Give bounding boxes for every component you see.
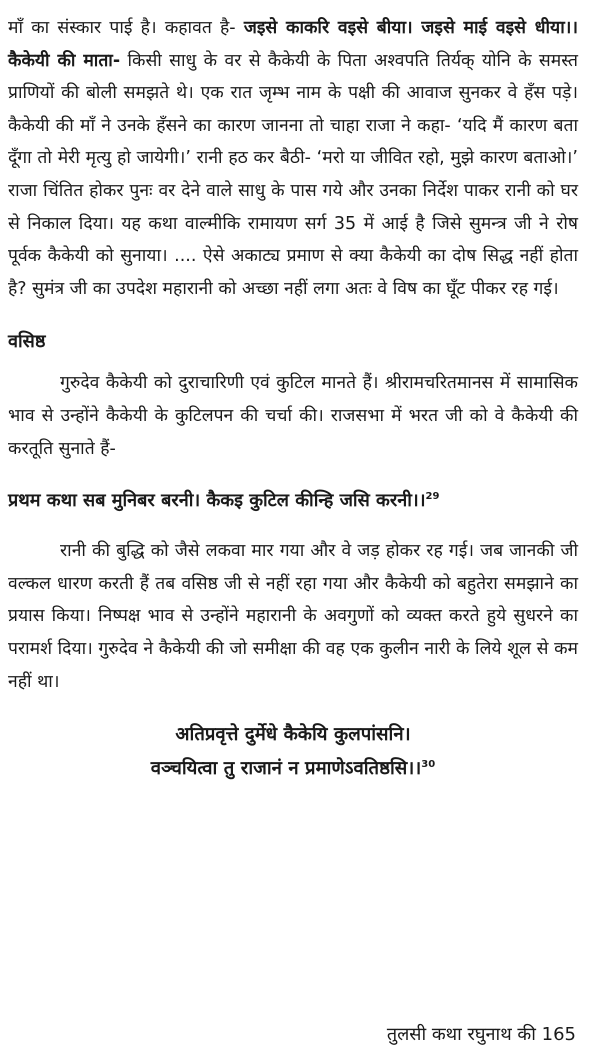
footnote-ref-29: 29 [425,491,440,503]
footnote-ref-30: 30 [421,758,436,770]
book-title: तुलसी कथा रघुनाथ की [386,1024,536,1045]
verse-chaupai-text: प्रथम कथा सब मुनिबर बरनी। कैकइ कुटिल कीन्हि जसि करनी।। [8,490,426,512]
shloka-line-1: अतिप्रवृत्ते दुर्मेधे कैकेयि कुलपांसनि। [175,724,411,746]
sanskrit-shloka [8,718,578,786]
shloka-line-2-text: वञ्चयित्वा तु राजानं न प्रमाणेऽवतिष्ठसि।। [150,758,422,780]
paragraph-gurudev: गुरुदेव कैकेयी को दुराचारिणी एवं कुटिल मानते हैं। श्रीरामचरितमानस में सामासिक भाव से उन्होंने कैकेयी के कुटिलपन की चर्चा की। राजसभा में भरत जी को वे कैकेयी की करतूति सुनाते हैं- [8,373,578,459]
section-heading-vasishtha: वसिष्ठ [8,331,46,353]
paragraph-kaikeyi-mother [8,12,578,305]
page-number: 165 [541,1024,576,1045]
shloka-line-2 [8,752,578,786]
verse-chaupai [8,485,578,517]
page-footer [387,1022,576,1046]
paragraph-rani-buddhi: रानी की बुद्धि को जैसे लकवा मार गया और वे जड़ होकर रह गई। जब जानकी जी वल्कल धारण करती हैं तब वसिष्ठ जी से नहीं रहा गया और कैकेयी को बहुतेरा समझाने का प्रयास किया। निष्पक्ष भाव से उन्होंने महारानी के अवगुणों को व्यक्त करते हुये सुधरने का परामर्श दिया। गुरुदेव ने कैकेयी की जो समीक्षा की वह एक कुलीन नारी के लिये शूल से कम नहीं था। [8,541,578,692]
paragraph-1-text-b: किसी साधु के वर से कैकेयी के पिता अश्वपति तिर्यक् योनि के समस्त प्राणियों की बोली समझते थे। एक रात जृम्भ नाम के पक्षी की आवाज सुनकर वे हँस पड़े। कैकेयी की माँ ने उनके हँसने का कारण जानना तो चाहा राजा ने कहा- ‘यदि मैं कारण बता दूँगा तो मेरी मृत्यु हो जायेगी।’ रानी हठ कर बैठी- ‘मरो या जीवित रहो, मुझे कारण बताओ।’ राजा चिंतित होकर पुनः वर देने वाले साधु के पास गये और उनका निर्देश पाकर रानी को घर से निकाल दिया। यह कथा वाल्मीकि रामायण सर्ग 35 में आई है जिसे सुमन्त्र जी ने रोष पूर्वक कैकेयी को सुनाया। .... ऐसे अकाट्य प्रमाण से क्या कैकेयी का दोष सिद्ध नहीं होता है? सुमंत्र जी का उपदेश महारानी को अच्छा नहीं लगा अतः वे विष का घूँट पीकर रह गई। [8,50,578,299]
proverb-bold: जइसे काकरि वइसे बीया। जइसे माई वइसे धीया।। कैकेयी की माता- [8,18,579,71]
paragraph-1-text-a: माँ का संस्कार पाई है। कहावत है- [8,18,244,38]
